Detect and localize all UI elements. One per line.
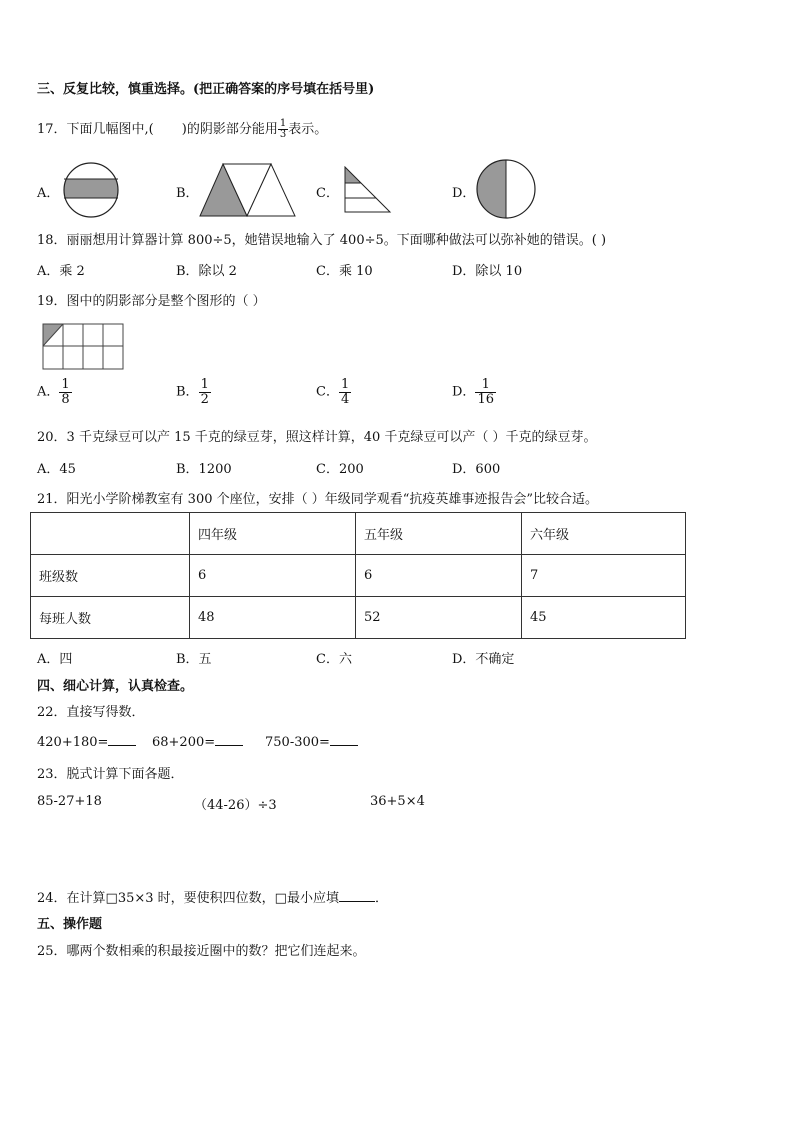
q21-option-a: A．四	[37, 652, 73, 667]
q21-option-d: D．不确定	[452, 652, 515, 667]
q17-figure-c-triangle	[343, 166, 393, 214]
table-row	[31, 597, 686, 639]
q21-option-c: C．六	[316, 652, 352, 667]
question-17	[37, 118, 327, 141]
q18-option-d: D．除以 10	[452, 264, 523, 279]
table-header-cell: 四年级	[190, 513, 356, 555]
q23-item-1: 85-27+18	[37, 794, 102, 809]
q17-option-c: C．	[316, 186, 339, 201]
q19-grid-figure	[42, 323, 124, 371]
q19-option-d-fraction: $\frac{1}{16}$	[477, 377, 494, 407]
question-24: 24．在计算□35×3 时，要使积四位数，□最小应填 ．	[37, 891, 388, 906]
q17-option-a: A．	[37, 186, 60, 201]
table-cell: 6	[190, 555, 356, 597]
table-row	[31, 555, 686, 597]
table-header-cell: 六年级	[522, 513, 686, 555]
q17-figure-d-circle	[475, 158, 537, 220]
q21-option-b: B．五	[176, 652, 212, 667]
q17-fraction: $\frac{1}{3}$	[279, 117, 287, 140]
q19-option-b: B． $\frac{1}{2}$	[176, 377, 209, 407]
q19-option-d: D． $\frac{1}{16}$	[452, 377, 494, 407]
q20-option-a: A．45	[37, 462, 76, 477]
table-header-cell	[31, 513, 190, 555]
table-cell: 7	[522, 555, 686, 597]
question-23: 23．脱式计算下面各题．	[37, 767, 184, 782]
q23-item-2: （44-26）÷3	[194, 798, 277, 813]
q19-option-b-fraction: $\frac{1}{2}$	[200, 377, 209, 407]
q20-option-d: D．600	[452, 462, 501, 477]
table-cell: 每班人数	[31, 597, 190, 639]
question-22: 22．直接写得数．	[37, 705, 145, 720]
q19-option-c: C． $\frac{1}{4}$	[316, 377, 350, 407]
q22-item-1: 420+180=	[37, 733, 136, 750]
section-3-title: 三、反复比较，慎重选择。(把正确答案的序号填在括号里)	[37, 82, 375, 97]
q19-option-c-fraction: $\frac{1}{4}$	[340, 377, 350, 407]
q17-option-b: B．	[176, 186, 199, 201]
table-cell: 6	[356, 555, 522, 597]
table-header-cell: 五年级	[356, 513, 522, 555]
section-4-title: 四、细心计算，认真检查。	[37, 679, 194, 694]
table-cell: 45	[522, 597, 686, 639]
q20-option-c: C．200	[316, 462, 364, 477]
q22-item-3: 750-300=	[265, 733, 358, 750]
section-5-title: 五、操作题	[37, 917, 103, 932]
question-18: 18．丽丽想用计算器计算 800÷5，她错误地输入了 400÷5。下面哪种做法可以弥补她的错误。( )	[37, 233, 607, 248]
q22-item-2: 68+200=	[152, 733, 243, 750]
q17-figure-a-circle	[62, 161, 120, 219]
table-cell: 52	[356, 597, 522, 639]
q17-text-post: )的阴影部分能用	[181, 122, 278, 137]
answer-blank[interactable]	[330, 733, 358, 746]
q17-text-pre: 17．下面几幅图中,(	[37, 122, 154, 137]
q19-option-a-fraction: $\frac{1}{8}$	[61, 377, 70, 407]
q18-option-c: C．乘 10	[316, 264, 373, 279]
q17-figure-b-parallelogram	[199, 163, 297, 217]
question-25: 25．哪两个数相乘的积最接近圈中的数？把它们连起来。	[37, 944, 366, 959]
table-cell: 48	[190, 597, 356, 639]
q18-option-a: A．乘 2	[37, 264, 85, 279]
question-21: 21．阳光小学阶梯教室有 300 个座位，安排（ ）年级同学观看“抗疫英雄事迹报告会”比较合适。	[37, 492, 599, 507]
table-header-row	[31, 513, 686, 555]
answer-blank[interactable]	[108, 733, 136, 746]
answer-blank[interactable]	[215, 733, 243, 746]
q20-option-b: B．1200	[176, 462, 232, 477]
table-cell: 班级数	[31, 555, 190, 597]
question-19: 19．图中的阴影部分是整个图形的（ ）	[37, 294, 266, 309]
q23-item-3: 36+5×4	[370, 794, 425, 809]
question-20: 20．3 千克绿豆可以产 15 千克的绿豆芽，照这样计算，40 千克绿豆可以产（ ）千克的绿豆芽。	[37, 430, 597, 445]
q19-option-a: A． $\frac{1}{8}$	[37, 377, 70, 407]
q17-option-d: D．	[452, 186, 476, 201]
q18-option-b: B．除以 2	[176, 264, 237, 279]
q21-grade-table	[30, 512, 686, 639]
answer-blank[interactable]	[339, 889, 375, 902]
q17-text-tail: 表示。	[288, 122, 328, 137]
